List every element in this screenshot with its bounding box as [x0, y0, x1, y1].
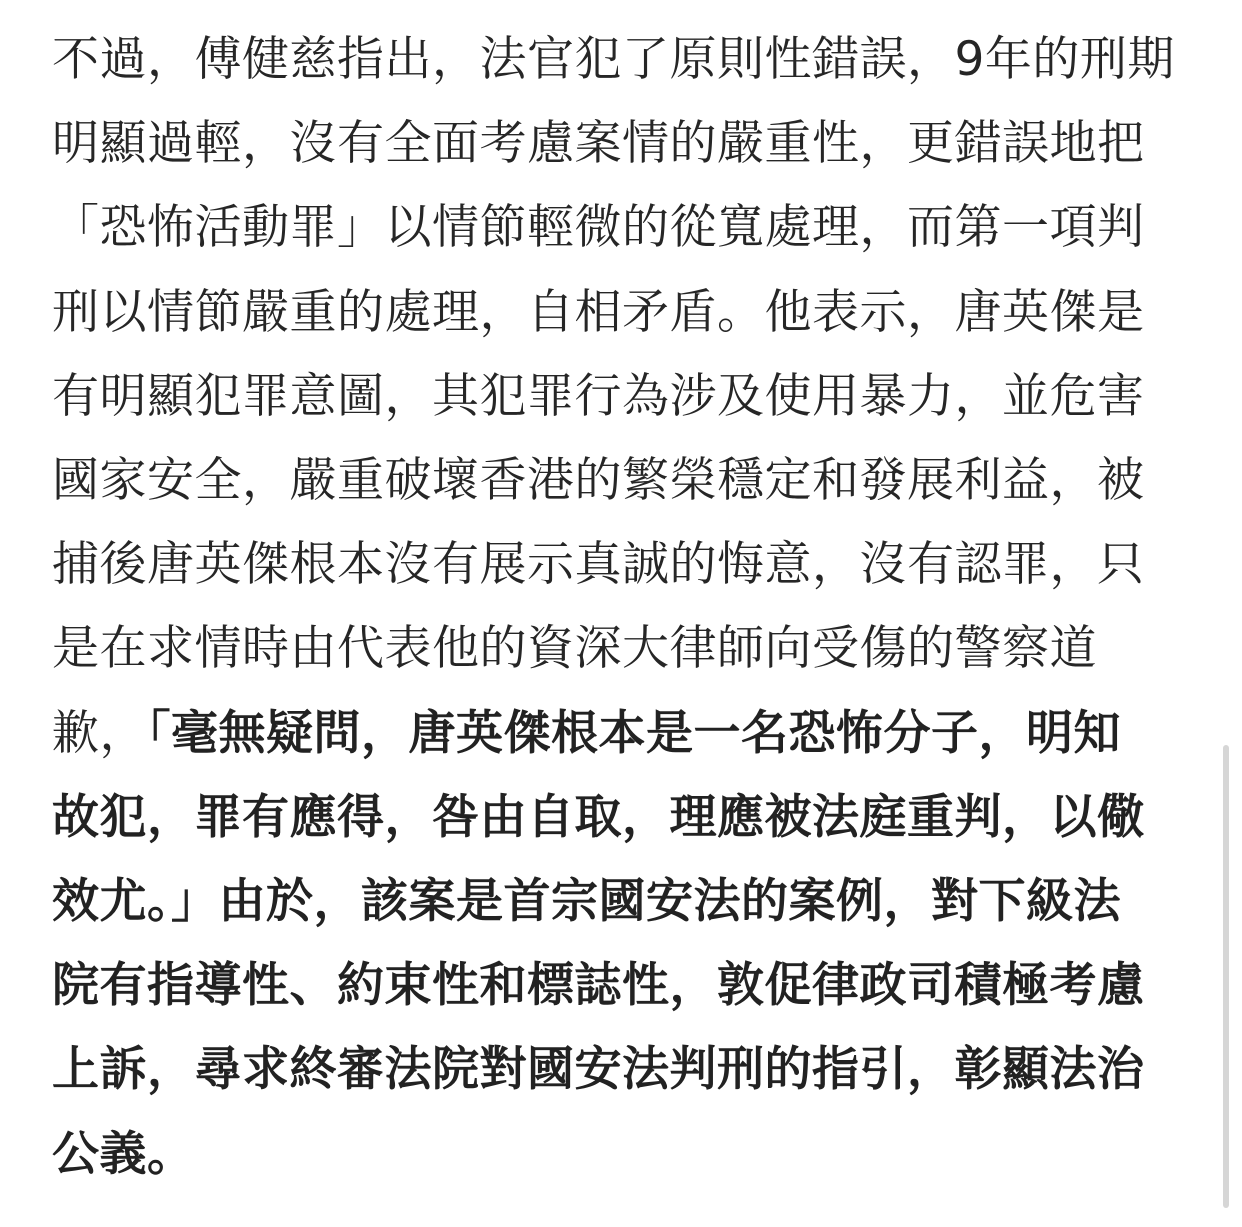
article-body — [52, 18, 1192, 1197]
quote-bold-start: 「毫無疑問，唐英傑根本是一名恐怖分子，明知 — [147, 705, 1121, 761]
scrollbar-track[interactable] — [1223, 0, 1229, 1227]
article-line-bold: 院有指導性、約束性和標誌性，敦促律政司積極考慮 — [52, 958, 1145, 1014]
article-line-bold: 上訴，尋求終審法院對國安法判刑的指引，彰顯法治 — [52, 1042, 1145, 1098]
article-line: 不過，傅健慈指出，法官犯了原則性錯誤，9年的刑期 — [52, 32, 1175, 87]
article-line: 「恐怖活動罪」以情節輕微的從寬處理，而第一項判 — [52, 200, 1145, 256]
article-line-bold: 公義。 — [52, 1126, 195, 1182]
article-line-bold: 效尤。」由於，該案是首宗國安法的案例，對下級法 — [52, 874, 1121, 930]
article-line: 刑以情節嚴重的處理，自相矛盾。他表示，唐英傑是 — [52, 284, 1145, 340]
article-line: 是在求情時由代表他的資深大律師向受傷的警察道 — [52, 621, 1097, 677]
article-line-bold: 故犯，罪有應得，咎由自取，理應被法庭重判，以儆 — [52, 789, 1145, 845]
article-line: 捕後唐英傑根本沒有展示真誠的悔意，沒有認罪，只 — [52, 537, 1145, 593]
scrollbar-thumb[interactable] — [1223, 745, 1229, 1208]
article-line: 明顯過輕，沒有全面考慮案情的嚴重性，更錯誤地把 — [52, 116, 1145, 172]
article-line: 國家安全，嚴重破壞香港的繁榮穩定和發展利益，被 — [52, 453, 1145, 509]
article-line: 有明顯犯罪意圖，其犯罪行為涉及使用暴力，並危害 — [52, 368, 1145, 424]
article-line-regular-part: 歉， — [52, 705, 147, 761]
article-line-mixed — [52, 692, 1192, 776]
